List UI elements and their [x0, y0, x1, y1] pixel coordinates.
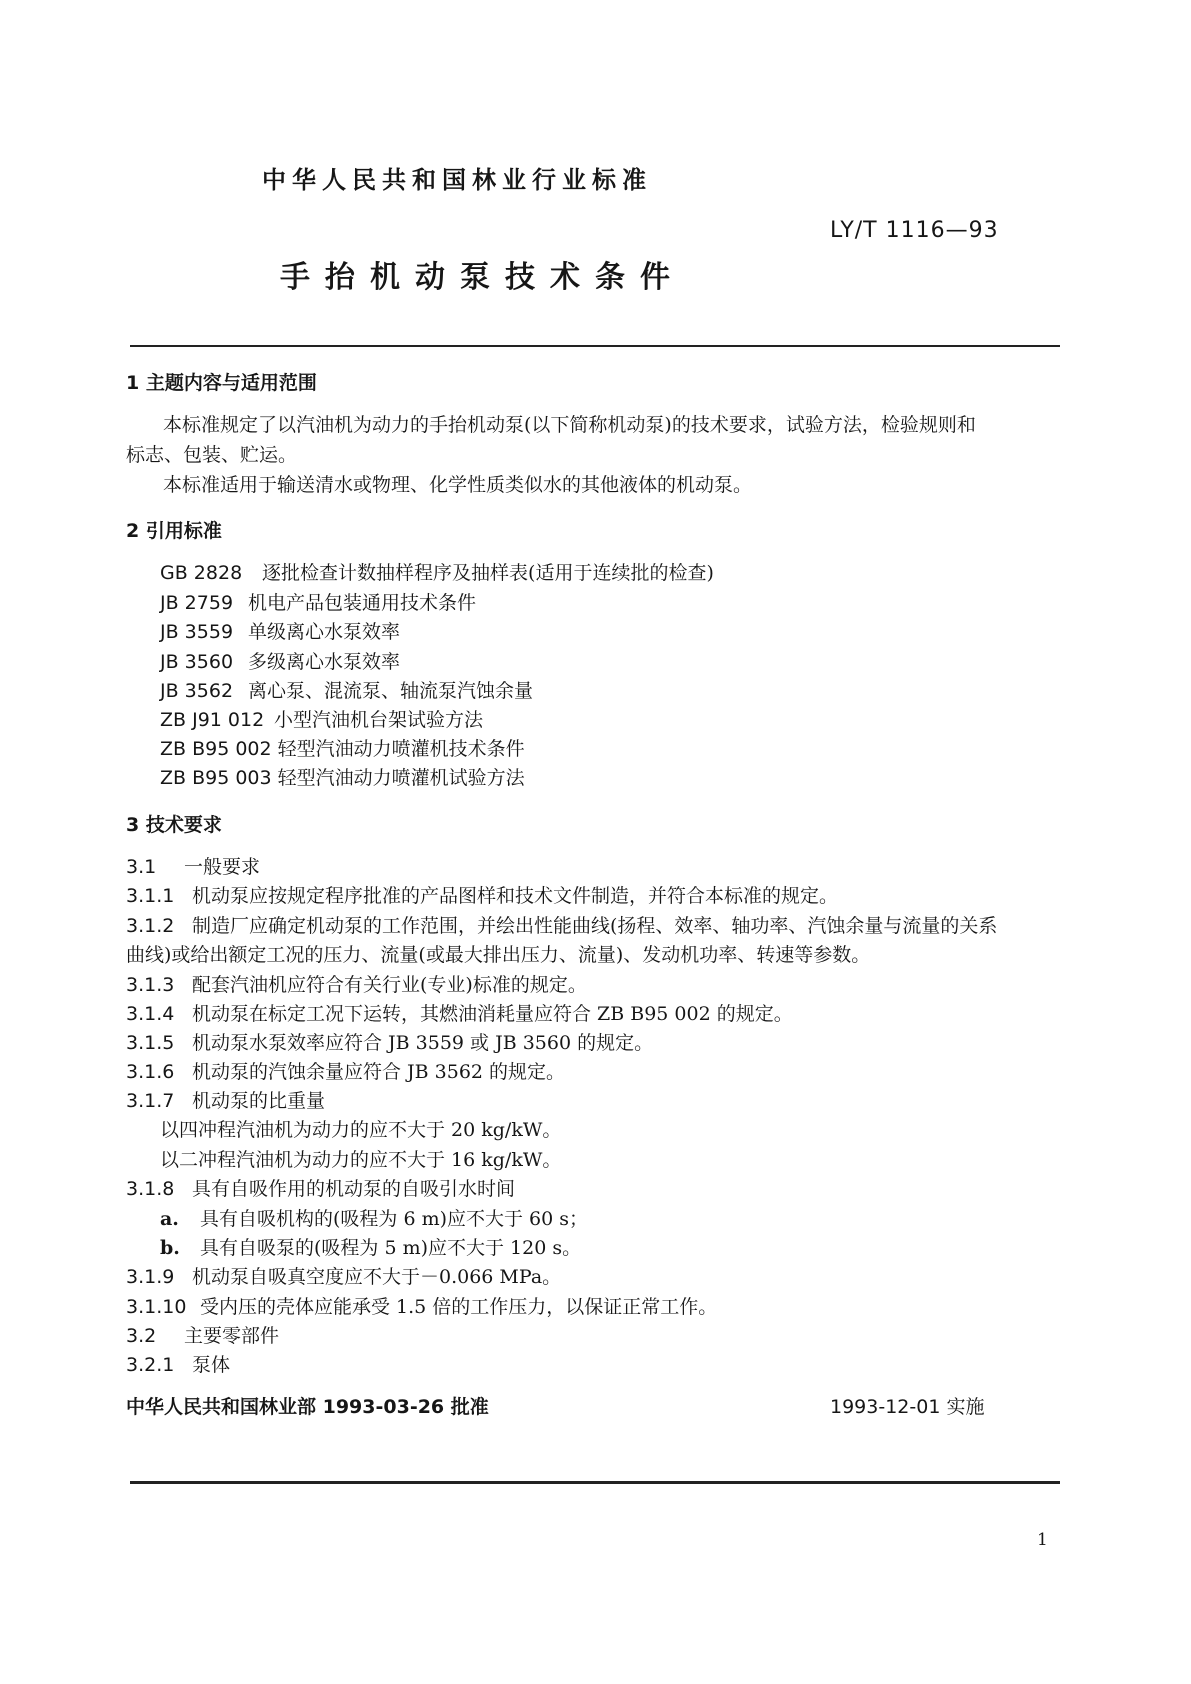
clause-3-2: 3.2 主要零部件 — [126, 1325, 280, 1347]
section-1-heading: 1 主题内容与适用范围 — [126, 372, 317, 394]
clause-3-2-1: 3.2.1 泵体 — [126, 1354, 231, 1376]
standard-code: LY/T 1116—93 — [830, 218, 999, 243]
clause-3-1-5: 3.1.5 机动泵水泵效率应符合 JB 3559 或 JB 3560 的规定。 — [126, 1032, 654, 1054]
reference-item: ZB B95 003 轻型汽油动力喷灌机试验方法 — [160, 767, 525, 789]
reference-item: GB 2828 逐批检查计数抽样程序及抽样表(适用于连续批的检查) — [160, 562, 714, 584]
approval-line: 中华人民共和国林业部 1993-03-26 批准 — [126, 1396, 489, 1418]
reference-item: JB 3559 单级离心水泵效率 — [160, 621, 401, 643]
clause-3-1-7-two-stroke: 以二冲程汽油机为动力的应不大于 16 kg/kW。 — [160, 1149, 562, 1171]
header-divider — [130, 345, 1060, 347]
reference-item: ZB B95 002 轻型汽油动力喷灌机技术条件 — [160, 738, 525, 760]
clause-3-1-1: 3.1.1 机动泵应按规定程序批准的产品图样和技术文件制造，并符合本标准的规定。 — [126, 885, 839, 907]
clause-3-1-3: 3.1.3 配套汽油机应符合有关行业(专业)标准的规定。 — [126, 974, 587, 996]
clause-3-1-8-item-b: b. 具有自吸泵的(吸程为 5 m)应不大于 120 s。 — [160, 1237, 582, 1259]
section-1-para-1-cont: 标志、包装、贮运。 — [126, 444, 298, 466]
section-1-para-1: 本标准规定了以汽油机为动力的手抬机动泵(以下简称机动泵)的技术要求，试验方法，检验规则和 — [163, 414, 976, 436]
clause-3-1-8-item-a: a. 具有自吸机构的(吸程为 6 m)应不大于 60 s； — [160, 1208, 589, 1230]
clause-3-1-8: 3.1.8 具有自吸作用的机动泵的自吸引水时间 — [126, 1178, 516, 1200]
section-1-para-2: 本标准适用于输送清水或物理、化学性质类似水的其他液体的机动泵。 — [163, 474, 753, 496]
section-2-heading: 2 引用标准 — [126, 520, 222, 542]
page-number: 1 — [1037, 1530, 1048, 1550]
reference-item: ZB J91 012 小型汽油机台架试验方法 — [160, 709, 484, 731]
reference-item: JB 3562 离心泵、混流泵、轴流泵汽蚀余量 — [160, 680, 534, 702]
clause-3-1: 3.1 一般要求 — [126, 856, 261, 878]
clause-3-1-9: 3.1.9 机动泵自吸真空度应不大于－0.066 MPa。 — [126, 1266, 562, 1288]
clause-3-1-7-four-stroke: 以四冲程汽油机为动力的应不大于 20 kg/kW。 — [160, 1119, 562, 1141]
footer-divider — [130, 1481, 1060, 1484]
clause-3-1-7: 3.1.7 机动泵的比重量 — [126, 1090, 326, 1112]
implementation-date: 1993-12-01 实施 — [830, 1396, 985, 1418]
standard-org-heading: 中华人民共和国林业行业标准 — [262, 166, 652, 194]
clause-3-1-6: 3.1.6 机动泵的汽蚀余量应符合 JB 3562 的规定。 — [126, 1061, 566, 1083]
clause-3-1-2-cont: 曲线)或给出额定工况的压力、流量(或最大排出压力、流量)、发动机功率、转速等参数。 — [126, 944, 871, 966]
reference-item: JB 3560 多级离心水泵效率 — [160, 651, 401, 673]
reference-item: JB 2759 机电产品包装通用技术条件 — [160, 592, 477, 614]
clause-3-1-4: 3.1.4 机动泵在标定工况下运转，其燃油消耗量应符合 ZB B95 002 的规定。 — [126, 1003, 793, 1025]
clause-3-1-2: 3.1.2 制造厂应确定机动泵的工作范围，并绘出性能曲线(扬程、效率、轴功率、汽蚀余量与流量的关系 — [126, 915, 998, 937]
clause-3-1-10: 3.1.10 受内压的壳体应能承受 1.5 倍的工作压力，以保证正常工作。 — [126, 1296, 718, 1318]
document-title: 手抬机动泵技术条件 — [280, 260, 685, 295]
section-3-heading: 3 技术要求 — [126, 814, 222, 836]
